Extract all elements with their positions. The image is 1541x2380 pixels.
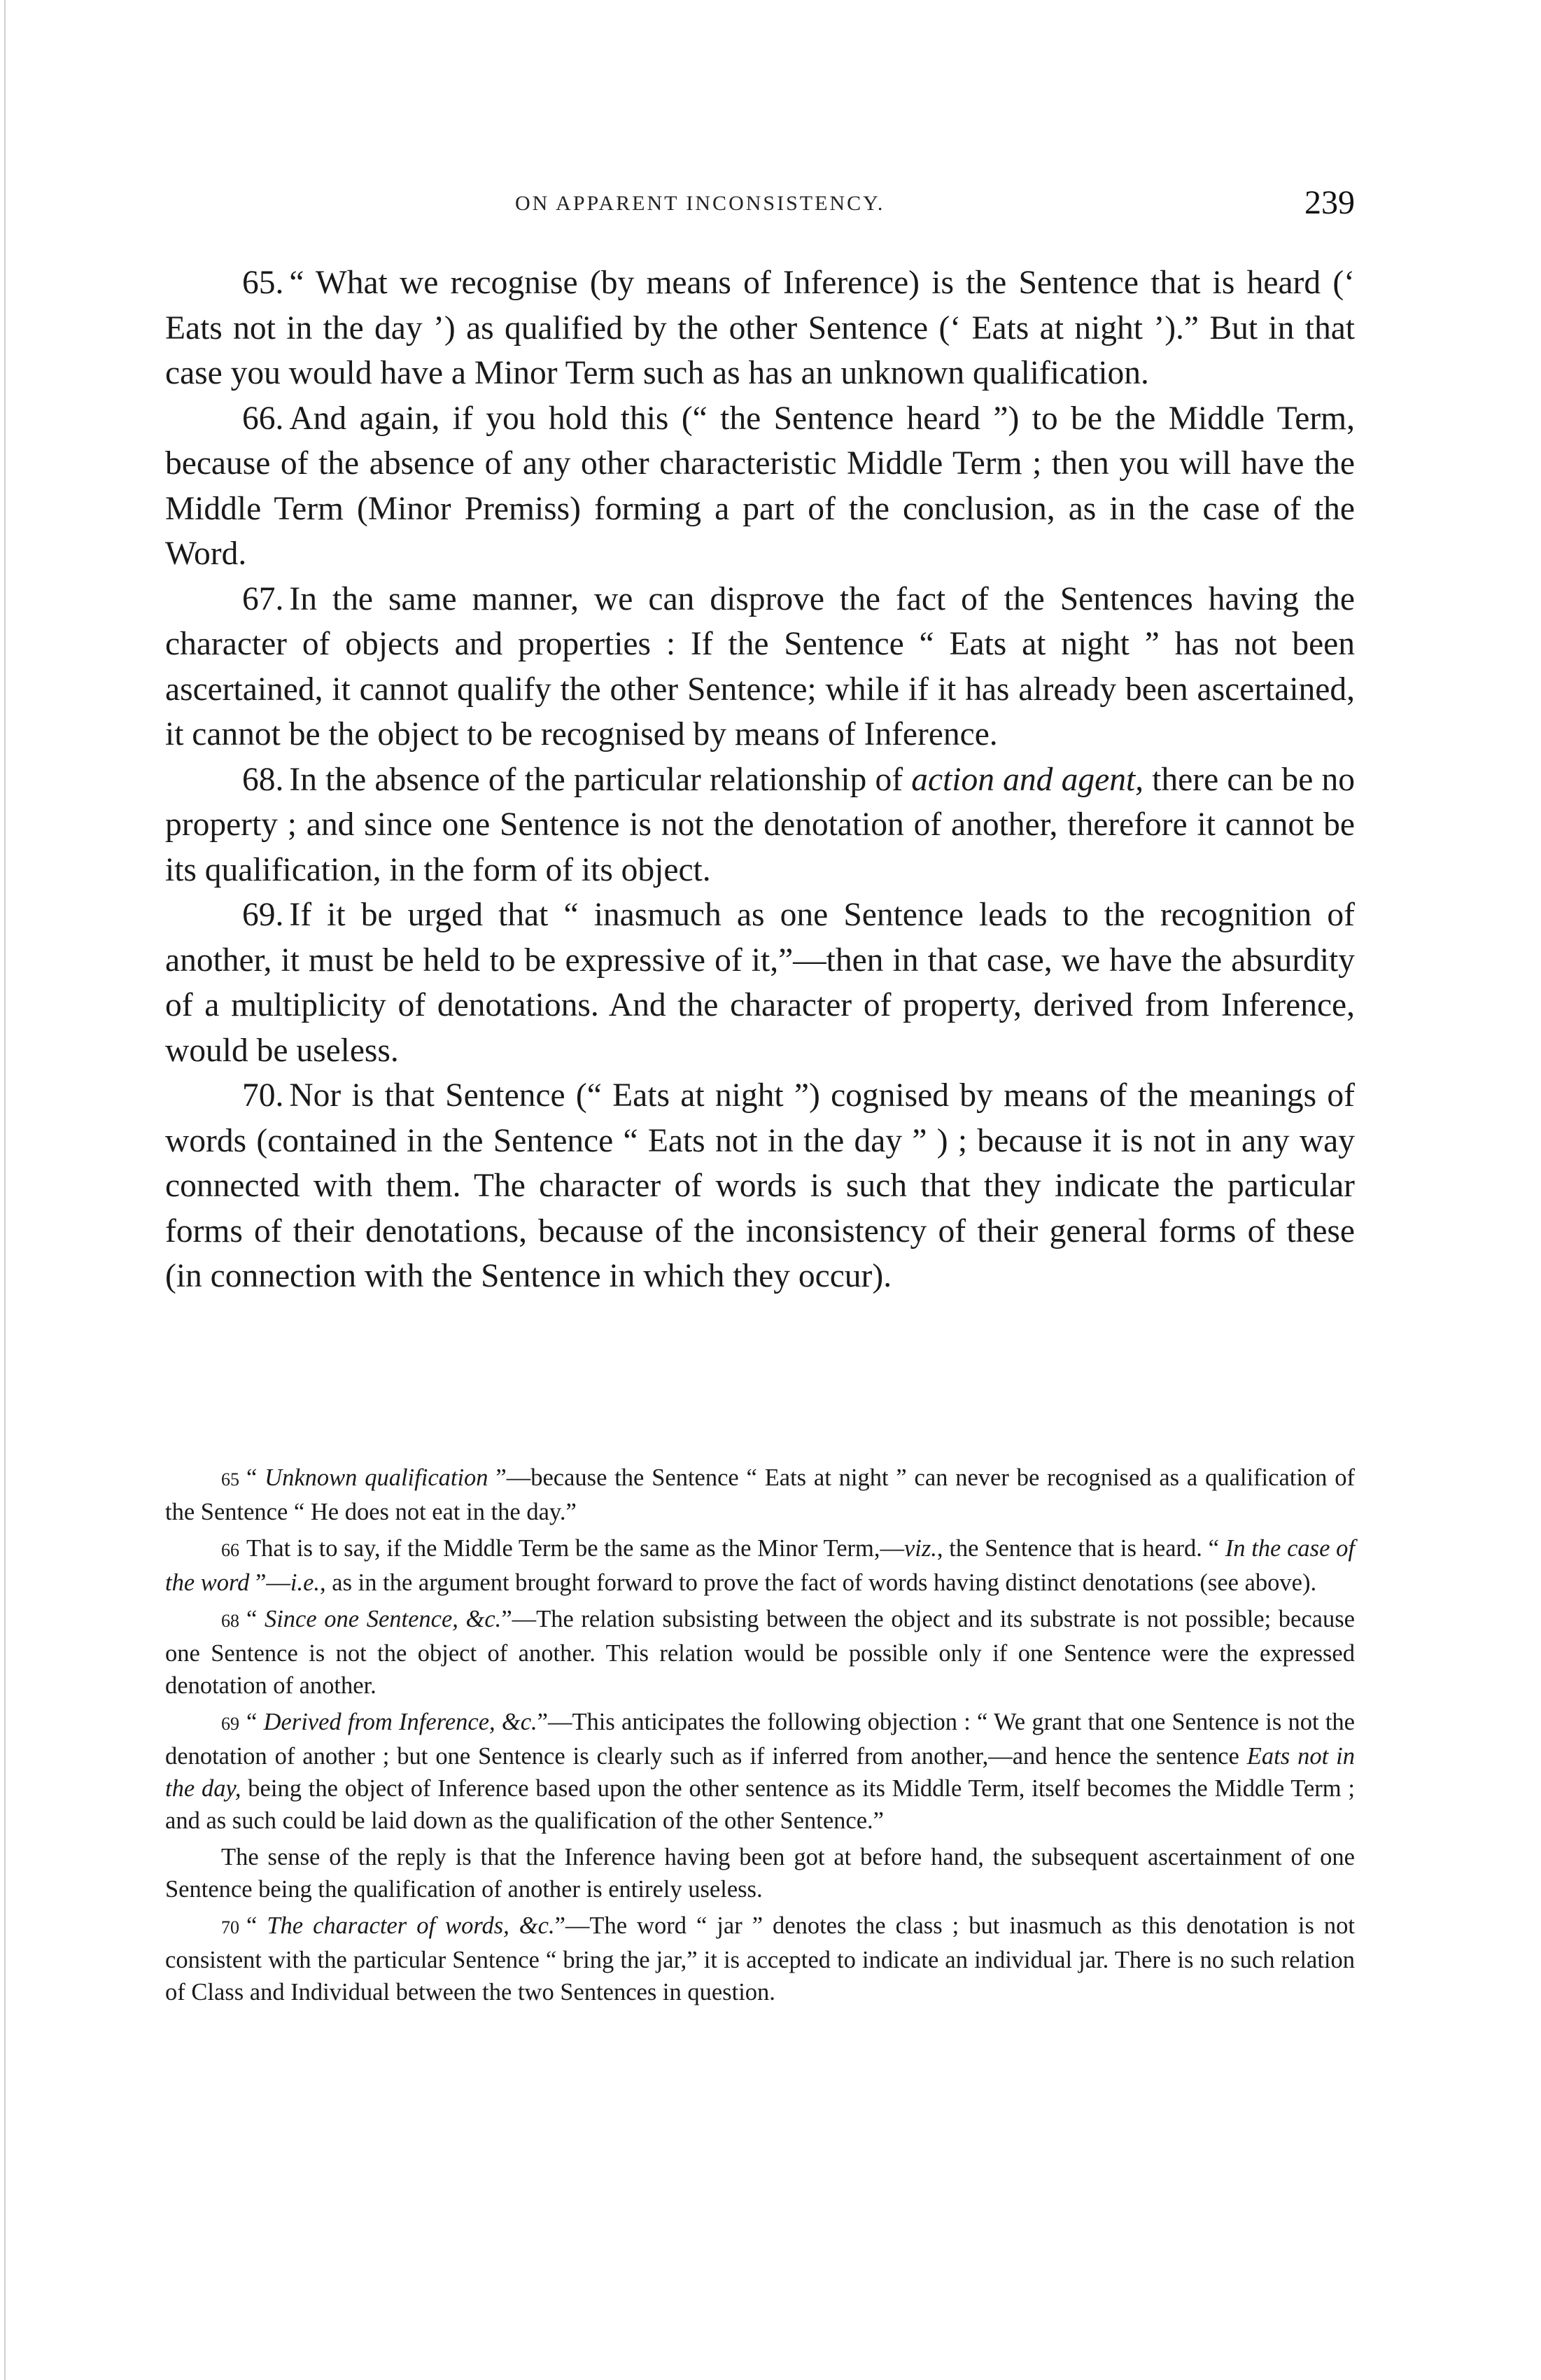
footnote-text: The sense of the reply is that the Inference having been got at before hand, the subsequent ascertainment of one Sentence being the qualification of another is entirely useless. <box>165 1844 1355 1903</box>
paragraph-number: 67. <box>242 580 284 617</box>
scan-edge <box>4 0 6 2380</box>
footnote-text: “ <box>246 1606 265 1632</box>
paragraph-italic: action and agent, <box>911 761 1144 798</box>
footnote-text: That is to say, if the Middle Term be the same as the Minor Term,— <box>246 1535 904 1562</box>
footnote-italic: i.e. <box>290 1569 321 1596</box>
footnote-text: “ <box>246 1709 264 1735</box>
main-text <box>165 260 1355 1299</box>
footnote-70 <box>165 1910 1355 2008</box>
footnote-number: 69 <box>221 1714 239 1734</box>
footnote-italic: Since one Sentence, &c. <box>264 1606 502 1632</box>
paragraph-65 <box>165 260 1355 396</box>
footnote-68 <box>165 1603 1355 1702</box>
paragraph-number: 66. <box>242 400 284 437</box>
paragraph-69 <box>165 892 1355 1073</box>
paragraph-70 <box>165 1073 1355 1299</box>
footnote-italic: Unknown qualification <box>265 1464 488 1491</box>
footnote-italic: Eats not in the day, <box>165 1743 1355 1802</box>
footnote-text: , the Sentence that is heard. “ <box>936 1535 1225 1562</box>
footnote-italic: In the case of the word <box>165 1535 1355 1596</box>
paragraph-text: “ What we recognise (by means of Inference) is the Sentence that is heard (‘ Eats not in the day ’) as qualified by the other Sentence (‘ Eats at night ’).” But in that case you would have a Minor Term such as has an unknown qualification. <box>165 265 1355 391</box>
footnote-number: 66 <box>221 1540 239 1560</box>
footnote-text: ”—This anticipates the following objection : “ We grant that one Sentence is not the denotation of another ; but one Sentence is clearly such as if inferred from another,—and hence the sentence <box>165 1709 1355 1770</box>
footnote-65 <box>165 1462 1355 1528</box>
paragraph-number: 65. <box>242 265 284 301</box>
footnote-69 <box>165 1706 1355 1837</box>
paragraph-67 <box>165 577 1355 757</box>
footnote-number: 65 <box>221 1469 239 1490</box>
footnote-italic: Derived from Inference, &c. <box>263 1709 537 1735</box>
paragraph-text: there can be no property ; and since one Sentence is not the denotation of another, therefore it cannot be its qualification, in the form of its object. <box>165 761 1355 888</box>
footnote-text: ”—because the Sentence “ Eats at night ” can never be recognised as a qualification of the Sentence “ He does not eat in the day.” <box>165 1464 1355 1525</box>
paragraph-number: 68. <box>242 761 284 798</box>
paragraph-text: If it be urged that “ inasmuch as one Sentence leads to the recognition of another, it must be held to be expressive of it,”—then in that case, we have the absurdity of a multiplicity of denotations. And the character of property, derived from Inference, would be useless. <box>165 897 1355 1069</box>
footnote-text: being the object of Inference based upon the other sentence as its Middle Term, itself becomes the Middle Term ; and as such could be laid down as the qualification of the other Sentence.” <box>165 1775 1356 1834</box>
footnote-text: , as in the argument brought forward to prove the fact of words having distinct denotations (see above). <box>320 1569 1317 1596</box>
paragraph-text: In the absence of the particular relationship of <box>289 761 912 798</box>
page-number: 239 <box>1304 184 1355 221</box>
paragraph-68 <box>165 757 1355 893</box>
footnote-69-reply <box>165 1841 1355 1905</box>
footnote-italic: The character of words, &c. <box>267 1912 555 1939</box>
footnotes <box>165 1462 1355 2012</box>
footnote-number: 68 <box>221 1611 239 1631</box>
footnote-text: ”—The relation subsisting between the object and its substrate is not possible; because one Sentence is not the object of another. This relation would be possible only if one Sentence were the expressed denotation of another. <box>165 1606 1355 1699</box>
paragraph-text: And again, if you hold this (“ the Sentence heard ”) to be the Middle Term, because of the absence of any other characteristic Middle Term ; then you will have the Middle Term (Minor Premiss) forming a part of the conclusion, as in the case of the Word. <box>165 400 1355 572</box>
footnote-66 <box>165 1532 1355 1599</box>
footnote-number: 70 <box>221 1917 239 1938</box>
footnote-text: ”— <box>249 1569 290 1596</box>
footnote-italic: viz. <box>903 1535 937 1562</box>
running-title: ON APPARENT INCONSISTENCY. <box>515 192 885 215</box>
paragraph-text: Nor is that Sentence (“ Eats at night ”) cognised by means of the meanings of words (contained in the Sentence “ Eats not in the day ” ) ; because it is not in any way connected with them. The character of words is such that they indicate the particular forms of their denotations, because of the inconsistency of their general forms of these (in connection with the Sentence in which they occur). <box>165 1077 1355 1294</box>
footnote-text: ”—The word “ jar ” denotes the class ; but inasmuch as this denotation is not consistent with the particular Sentence “ bring the jar,” it is accepted to indicate an individual jar. There is no such relation of Class and Individual between the two Sentences in question. <box>165 1912 1355 2005</box>
paragraph-66 <box>165 396 1355 577</box>
footnote-text: “ <box>246 1464 265 1491</box>
page-header <box>165 183 1355 225</box>
paragraph-text: In the same manner, we can disprove the fact of the Sentences having the character of objects and properties : If the Sentence “ Eats at night ” has not been ascertained, it cannot qualify the other Sentence; while if it has already been ascertained, it cannot be the object to be recognised by means of Inference. <box>165 580 1355 752</box>
footnote-text: “ <box>246 1912 267 1939</box>
paragraph-number: 70. <box>242 1077 284 1114</box>
paragraph-number: 69. <box>242 897 284 933</box>
